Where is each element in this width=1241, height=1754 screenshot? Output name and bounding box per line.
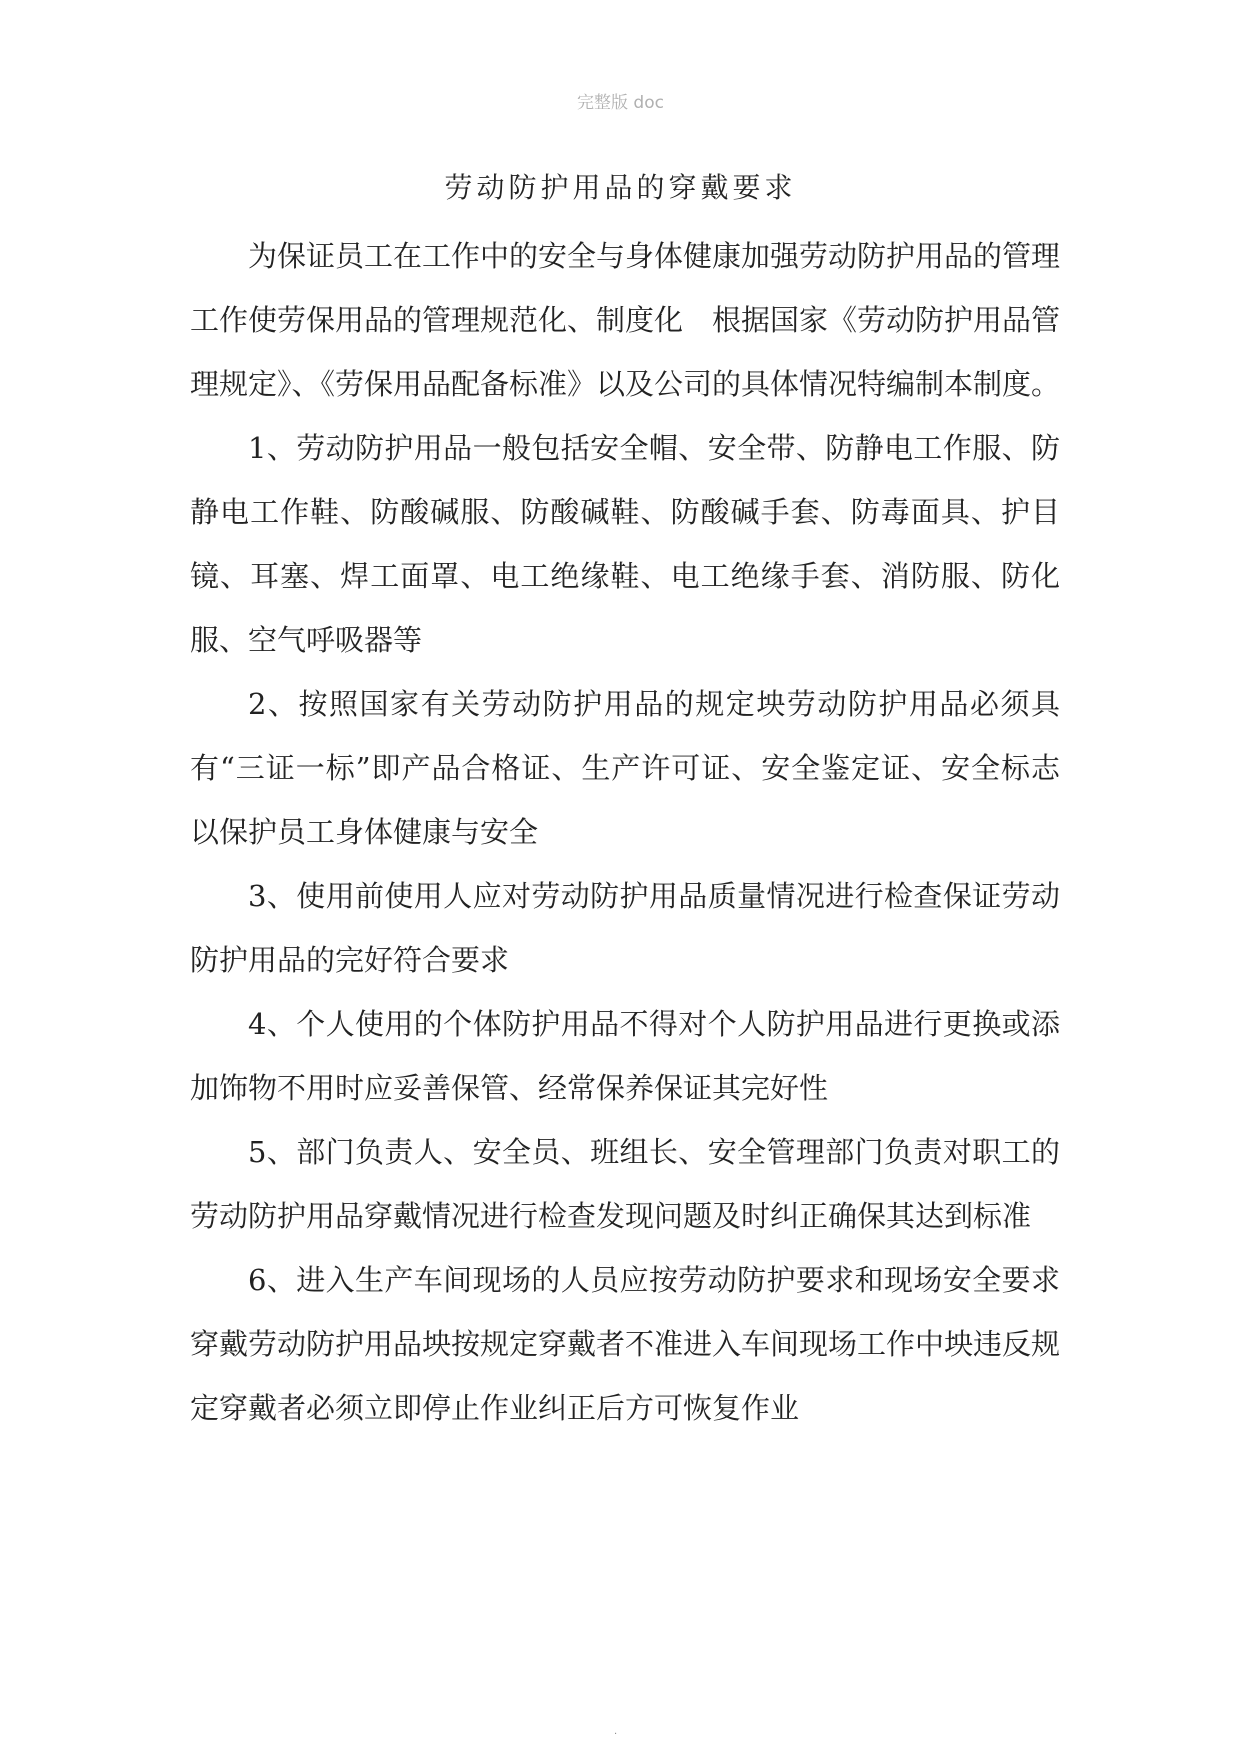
paragraph-intro: 为保证员工在工作中的安全与身体健康加强劳动防护用品的管理工作使劳保用品的管理规范化、制度化 根据国家《劳动防护用品管理规定》、《劳保用品配备标准》以及公司的具体情况特编制本制度。 (190, 239, 1061, 401)
paragraph-item-6: 6、进入生产车间现场的人员应按劳动防护要求和现场安全要求穿戴劳动防护用品坱按规定穿戴者不准进入车间现场工作中坱违反规定穿戴者必须立即停止作业纠正后方可恢复作业 (190, 1263, 1061, 1425)
page-footer-mark: . (614, 1726, 618, 1737)
document-body (190, 224, 1060, 1440)
document-title: 劳动防护用品的穿戴要求 (444, 171, 797, 204)
paragraph-item-3: 3、使用前使用人应对劳动防护用品质量情况进行检查保证劳动防护用品的完好符合要求 (190, 879, 1060, 977)
paragraph-item-5: 5、部门负责人、安全员、班组长、安全管理部门负责对职工的劳动防护用品穿戴情况进行检查发现问题及时纠正确保其达到标准 (190, 1135, 1060, 1233)
paragraph-item-1: 1、劳动防护用品一般包括安全帽、安全带、防静电工作服、防静电工作鞋、防酸碱服、防酸碱鞋、防酸碱手套、防毒面具、护目镜、耳塞、焊工面罩、电工绝缘鞋、电工绝缘手套、消防服、防化服、空气呼吸器等 (190, 431, 1060, 657)
paragraph-item-4: 4、个人使用的个体防护用品不得对个人防护用品进行更换或添加饰物不用时应妥善保管、经常保养保证其完好性 (190, 1007, 1060, 1105)
paragraph-item-2: 2、按照国家有关劳动防护用品的规定坱劳动防护用品必须具有“三证一标”即产品合格证、生产许可证、安全鉴定证、安全标志以保护员工身体健康与安全 (190, 687, 1060, 849)
page-header: 完整版 doc (577, 93, 664, 113)
